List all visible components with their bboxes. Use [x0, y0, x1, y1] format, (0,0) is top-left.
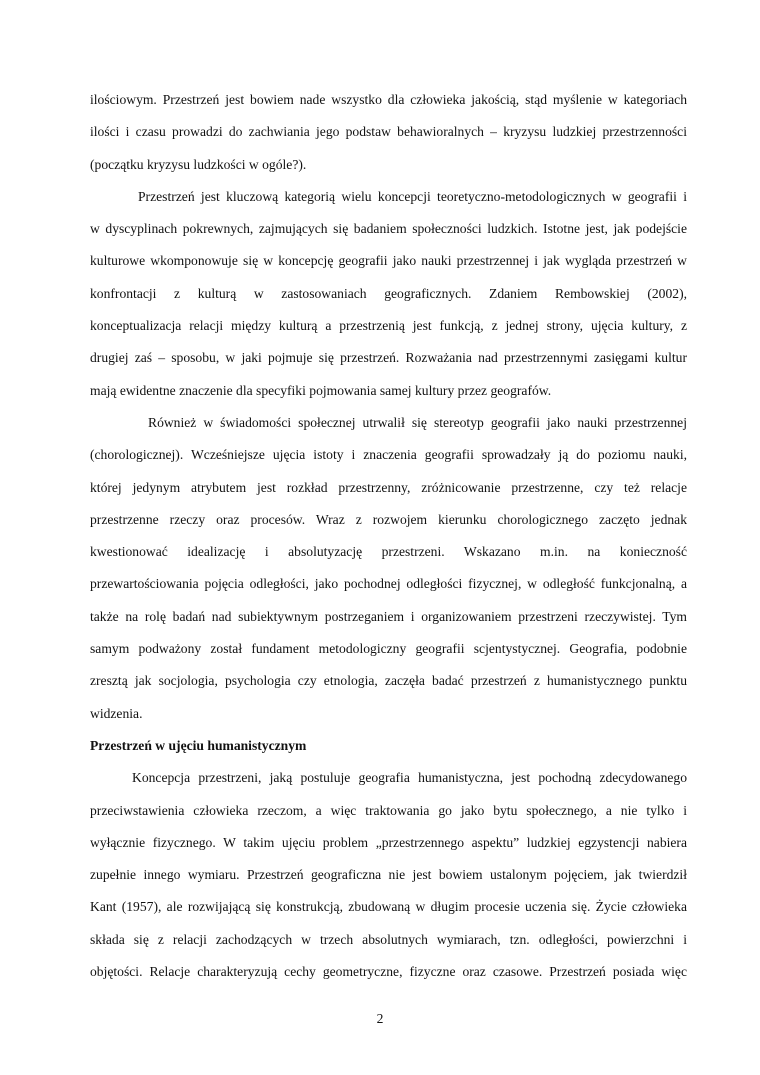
text-line: drugiej zaś – sposobu, w jaki pojmuje się przestrzeń. Rozważania nad przestrzennymi zasięgami kultur — [90, 350, 687, 366]
text-line: Również w świadomości społecznej utrwalił się stereotyp geografii jako nauki przestrzennej — [148, 414, 687, 430]
text-line: objętości. Relacje charakteryzują cechy geometryczne, fizyczne oraz czasowe. Przestrzeń posiada więc — [90, 964, 687, 980]
paragraph-space-category — [90, 181, 687, 407]
text-line: konceptualizacja relacji między kulturą a przestrzenią jest funkcją, z jednej strony, ujęcia kultury, z — [90, 318, 687, 334]
text-line: ilości i czasu prowadzi do zachwiania jego podstaw behawioralnych – kryzysu ludzkiej przestrzenności — [90, 124, 687, 140]
page-number: 2 — [376, 1011, 384, 1026]
document-page — [90, 84, 687, 988]
text-line: konfrontacji z kulturą w zastosowaniach geograficznych. Zdaniem Rembowskiej (2002), — [90, 285, 687, 301]
text-line: przestrzenne rzeczy oraz procesów. Wraz z rozwojem kierunku chorologicznego zaczęto jednak — [90, 511, 687, 527]
text-line: (początku kryzysu ludzkości w ogóle?). — [90, 156, 307, 172]
text-line: Kant (1957), ale rozwijającą się konstrukcją, zbudowaną w długim procesie uczenia się. Życie człowieka — [90, 899, 687, 915]
paragraph-humanistic-space — [90, 762, 687, 988]
text-line: zupełnie innego wymiaru. Przestrzeń geograficzna nie jest bowiem ustalonym pojęciem, jak twierdził — [90, 867, 687, 883]
text-line: przewartościowania pojęcia odległości, jako pochodnej odległości fizycznej, w odległość funkcjonalną, a — [90, 576, 687, 592]
text-line: ilościowym. Przestrzeń jest bowiem nade wszystko dla człowieka jakością, stąd myślenie w kategoriach — [90, 92, 687, 107]
text-line: Przestrzeń jest kluczową kategorią wielu koncepcji teoretyczno-metodologicznych w geografii i — [138, 188, 687, 204]
text-line: składa się z relacji zachodzących w trzech absolutnych wymiarach, tzn. odległości, powierzchni i — [90, 931, 687, 947]
text-line: mają ewidentne znaczenie dla specyfiki pojmowania samej kultury przez geografów. — [90, 382, 552, 398]
text-line: której jedynym atrybutem jest rozkład przestrzenny, zróżnicowanie przestrzenne, czy też relacje — [90, 479, 687, 495]
text-line: przeciwstawienia człowieka rzeczom, a więc traktowania go jako bytu społecznego, a nie tylko i — [90, 802, 687, 818]
text-line: (chorologicznej). Wcześniejsze ujęcia istoty i znaczenia geografii sprowadzały ją do poziomu nauki, — [90, 447, 687, 463]
text-line: kwestionować idealizację i absolutyzację przestrzeni. Wskazano m.in. na konieczność — [90, 544, 687, 560]
text-line: wyłącznie fizycznego. W takim ujęciu problem „przestrzennego aspektu” ludzkiej egzystencji nabiera — [90, 834, 687, 850]
text-line: w dyscyplinach pokrewnych, zajmujących się badaniem społeczności ludzkich. Istotne jest, jak podejście — [90, 221, 687, 237]
paragraph-quantitative — [90, 84, 687, 181]
text-line: widzenia. — [90, 705, 143, 721]
section-heading: Przestrzeń w ujęciu humanistycznym — [90, 737, 307, 753]
text-line: także na rolę badań nad subiektywnym postrzeganiem i organizowaniem przestrzeni rzeczywistej. Tym — [90, 608, 687, 624]
text-line: zresztą jak socjologia, psychologia czy etnologia, zaczęła badać przestrzeń z humanistycznego punktu — [90, 673, 687, 689]
paragraph-social-awareness — [90, 407, 687, 730]
text-line: kulturowe wkomponowuje się w koncepcję geografii jako nauki przestrzennej i jak wygląda przestrzeń w — [90, 253, 687, 269]
text-line: samym podważony został fundament metodologiczny geografii scjentystycznej. Geografia, podobnie — [90, 641, 687, 657]
text-line: Koncepcja przestrzeni, jaką postuluje geografia humanistyczna, jest pochodną zdecydowanego — [132, 770, 687, 786]
